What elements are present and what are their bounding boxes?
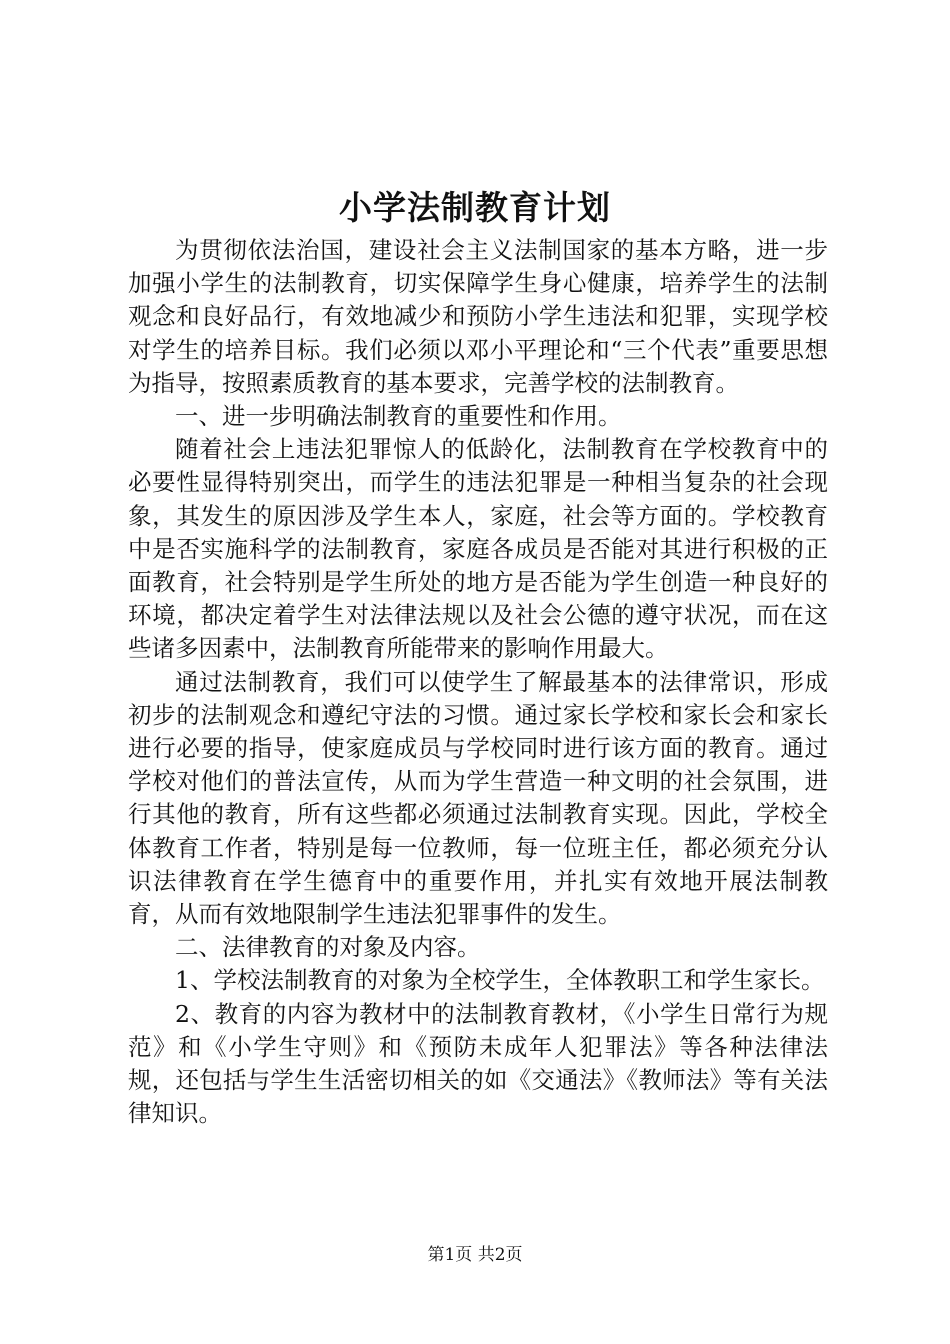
paragraph-intro: 为贯彻依法治国，建设社会主义法制国家的基本方略，进一步加强小学生的法制教育，切实保障学生身心健康，培养学生的法制观念和良好品行，有效地减少和预防小学生违法和犯罪，实现学校对学生的培养目标。我们必须以邓小平理论和“三个代表”重要思想为指导，按照素质教育的基本要求，完善学校的法制教育。 xyxy=(128,236,828,397)
paragraph-importance: 随着社会上违法犯罪惊人的低龄化，法制教育在学校教育中的必要性显得特别突出，而学生的违法犯罪是一种相当复杂的社会现象，其发生的原因涉及学生本人，家庭，社会等方面的。学校教育中是否实施科学的法制教育，家庭各成员是否能对其进行积极的正面教育，社会特别是学生所处的地方是否能为学生创造一种良好的环境，都决定着学生对法律法规以及社会公德的遵守状况，而在这些诸多因素中，法制教育所能带来的影响作用最大。 xyxy=(128,435,828,663)
document-body xyxy=(128,234,828,1130)
section-heading-2: 二、法律教育的对象及内容。 xyxy=(175,933,481,962)
list-item-content: 2、教育的内容为教材中的法制教育教材，《小学生日常行为规范》和《小学生守则》和《预防未成年人犯罪法》等各种法律法规，还包括与学生生活密切相关的如《交通法》《教师法》等有关法律知识。 xyxy=(128,999,828,1128)
section-heading-1: 一、进一步明确法制教育的重要性和作用。 xyxy=(175,402,622,431)
paragraph-approach: 通过法制教育，我们可以使学生了解最基本的法律常识，形成初步的法制观念和遵纪守法的习惯。通过家长学校和家长会和家长进行必要的指导，使家庭成员与学校同时进行该方面的教育。通过学校对他们的普法宣传，从而为学生营造一种文明的社会氛围，进行其他的教育，所有这些都必须通过法制教育实现。因此，学校全体教育工作者，特别是每一位教师，每一位班主任，都必须充分认识法律教育在学生德育中的重要作用，并扎实有效地开展法制教育，从而有效地限制学生违法犯罪事件的发生。 xyxy=(128,667,828,929)
list-item-targets: 1、学校法制教育的对象为全校学生，全体教职工和学生家长。 xyxy=(175,966,825,995)
page-footer: 第1页 共2页 xyxy=(427,1245,523,1265)
document-title: 小学法制教育计划 xyxy=(339,188,611,227)
